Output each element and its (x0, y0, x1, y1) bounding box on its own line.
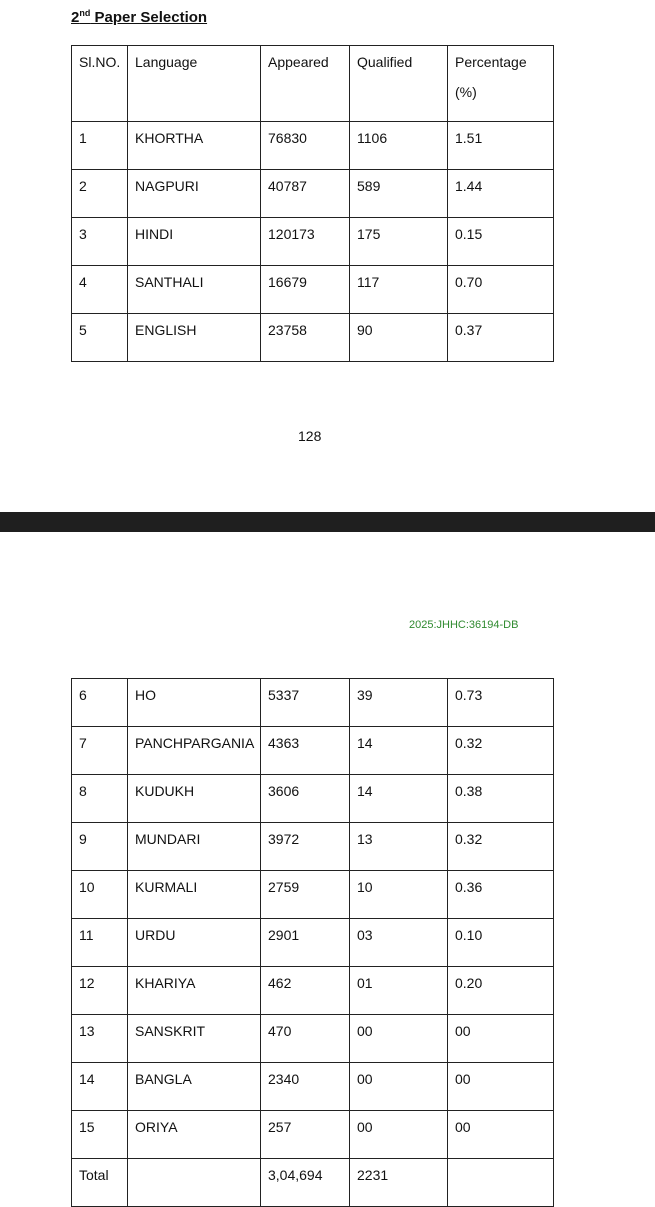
cell-percentage: 0.15 (448, 218, 554, 266)
cell-qualified: 14 (350, 727, 448, 775)
cell-percentage: 0.36 (448, 871, 554, 919)
cell-language: MUNDARI (128, 823, 261, 871)
cell-percentage: 1.44 (448, 170, 554, 218)
table-row (72, 170, 554, 218)
cell-total-appeared: 3,04,694 (261, 1159, 350, 1207)
cell-percentage: 0.70 (448, 266, 554, 314)
cell-appeared: 23758 (261, 314, 350, 362)
cell-qualified: 00 (350, 1111, 448, 1159)
cell-language: KHARIYA (128, 967, 261, 1015)
cell-appeared: 40787 (261, 170, 350, 218)
cell-qualified: 13 (350, 823, 448, 871)
cell-percentage: 00 (448, 1111, 554, 1159)
cell-qualified: 90 (350, 314, 448, 362)
cell-language: HO (128, 679, 261, 727)
cell-appeared: 5337 (261, 679, 350, 727)
header-percentage: Percentage (%) (448, 46, 554, 122)
cell-sl-no: 9 (72, 823, 128, 871)
table-row (72, 871, 554, 919)
cell-language: ENGLISH (128, 314, 261, 362)
page-divider (0, 512, 655, 532)
header-sl-no: Sl.NO. (72, 46, 128, 122)
cell-language: HINDI (128, 218, 261, 266)
cell-percentage (448, 1159, 554, 1207)
cell-appeared: 257 (261, 1111, 350, 1159)
cell-qualified: 117 (350, 266, 448, 314)
cell-percentage: 0.10 (448, 919, 554, 967)
cell-sl-no: 7 (72, 727, 128, 775)
cell-sl-no: 11 (72, 919, 128, 967)
cell-appeared: 76830 (261, 122, 350, 170)
cell-sl-no: 13 (72, 1015, 128, 1063)
cell-total-label: Total (72, 1159, 128, 1207)
cell-appeared: 120173 (261, 218, 350, 266)
results-table-part-1 (71, 45, 554, 362)
cell-sl-no: 2 (72, 170, 128, 218)
table-row (72, 967, 554, 1015)
cell-sl-no: 8 (72, 775, 128, 823)
table-row (72, 266, 554, 314)
cell-language: NAGPURI (128, 170, 261, 218)
cell-appeared: 2901 (261, 919, 350, 967)
cell-percentage: 0.32 (448, 823, 554, 871)
cell-sl-no: 10 (72, 871, 128, 919)
cell-qualified: 10 (350, 871, 448, 919)
table-row (72, 823, 554, 871)
cell-percentage: 00 (448, 1015, 554, 1063)
header-language: Language (128, 46, 261, 122)
cell-percentage: 00 (448, 1063, 554, 1111)
cell-sl-no: 1 (72, 122, 128, 170)
cell-appeared: 2340 (261, 1063, 350, 1111)
cell-language: SANTHALI (128, 266, 261, 314)
cell-appeared: 3606 (261, 775, 350, 823)
cell-qualified: 00 (350, 1063, 448, 1111)
cell-language: ORIYA (128, 1111, 261, 1159)
cell-language: SANSKRIT (128, 1015, 261, 1063)
table-row (72, 122, 554, 170)
table-row (72, 314, 554, 362)
cell-language: KHORTHA (128, 122, 261, 170)
total-row (72, 1159, 554, 1207)
header-appeared: Appeared (261, 46, 350, 122)
cell-total-qualified: 2231 (350, 1159, 448, 1207)
section-title: 2nd Paper Selection (71, 8, 208, 26)
header-qualified: Qualified (350, 46, 448, 122)
results-table-part-2 (71, 678, 554, 1207)
table-header-row (72, 46, 554, 122)
page-number: 128 (298, 428, 322, 444)
cell-qualified: 14 (350, 775, 448, 823)
cell-language: PANCHPARGANIA (128, 727, 261, 775)
cell-appeared: 462 (261, 967, 350, 1015)
table-row (72, 919, 554, 967)
cell-appeared: 4363 (261, 727, 350, 775)
cell-sl-no: 3 (72, 218, 128, 266)
cell-qualified: 39 (350, 679, 448, 727)
cell-appeared: 470 (261, 1015, 350, 1063)
cell-language: KUDUKH (128, 775, 261, 823)
cell-language: BANGLA (128, 1063, 261, 1111)
table-row (72, 775, 554, 823)
table-row (72, 1063, 554, 1111)
cell-qualified: 03 (350, 919, 448, 967)
cell-percentage: 0.37 (448, 314, 554, 362)
cell-qualified: 1106 (350, 122, 448, 170)
cell-sl-no: 14 (72, 1063, 128, 1111)
table-row (72, 218, 554, 266)
cell-qualified: 175 (350, 218, 448, 266)
cell-qualified: 00 (350, 1015, 448, 1063)
table-row (72, 1111, 554, 1159)
cell-percentage: 0.73 (448, 679, 554, 727)
cell-language: URDU (128, 919, 261, 967)
cell-sl-no: 12 (72, 967, 128, 1015)
cell-qualified: 01 (350, 967, 448, 1015)
table-row (72, 679, 554, 727)
cell-appeared: 16679 (261, 266, 350, 314)
cell-percentage: 0.20 (448, 967, 554, 1015)
cell-qualified: 589 (350, 170, 448, 218)
table-row (72, 1015, 554, 1063)
cell-sl-no: 5 (72, 314, 128, 362)
cell-language: KURMALI (128, 871, 261, 919)
table-row (72, 727, 554, 775)
case-number: 2025:JHHC:36194-DB (409, 619, 519, 631)
cell-appeared: 3972 (261, 823, 350, 871)
cell-percentage: 0.38 (448, 775, 554, 823)
cell-sl-no: 6 (72, 679, 128, 727)
cell-appeared: 2759 (261, 871, 350, 919)
cell-percentage: 0.32 (448, 727, 554, 775)
cell-percentage: 1.51 (448, 122, 554, 170)
cell-language (128, 1159, 261, 1207)
cell-sl-no: 4 (72, 266, 128, 314)
cell-sl-no: 15 (72, 1111, 128, 1159)
